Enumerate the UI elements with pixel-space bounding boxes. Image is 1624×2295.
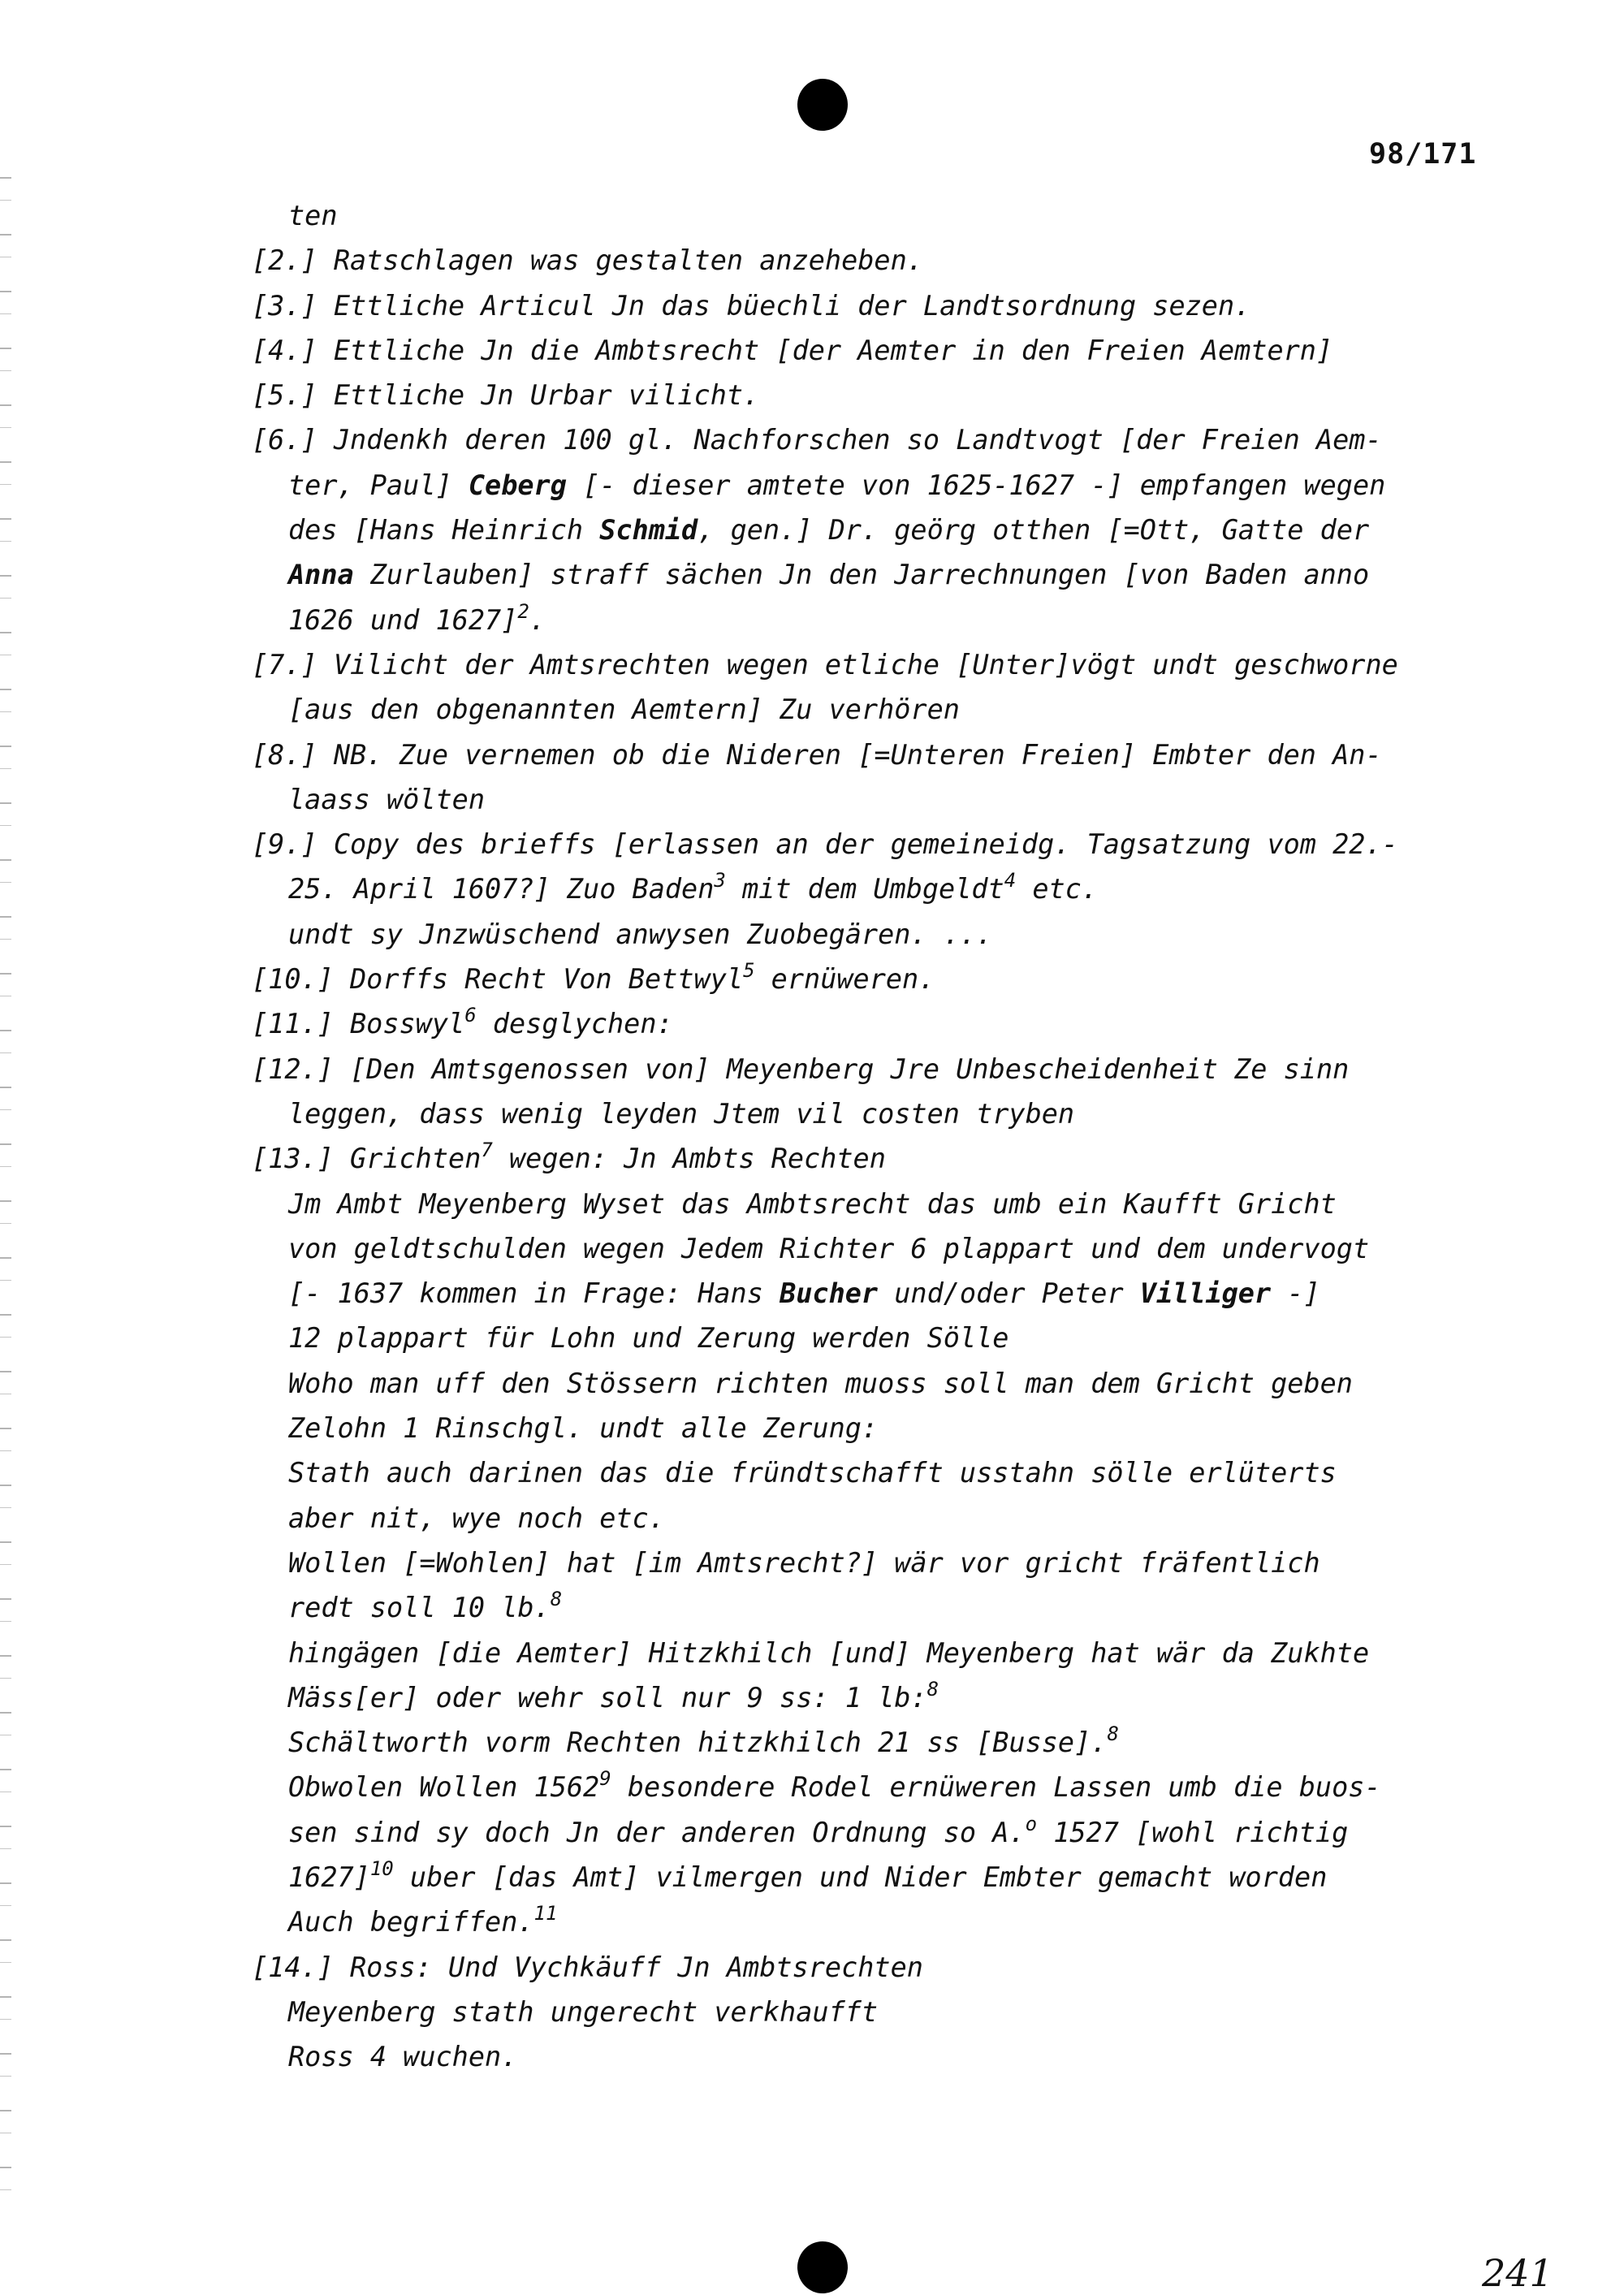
footnote-ref: 8 xyxy=(926,1677,939,1701)
footnote-ref: 11 xyxy=(533,1902,558,1925)
list-item-3: [3.] Ettliche Articul Jn das büechli der Landtsordnung sezen. xyxy=(252,289,1251,322)
footnote-ref: 9 xyxy=(599,1767,611,1791)
list-item-4: [4.] Ettliche Jn die Ambtsrecht [der Aemter in den Freien Aemtern] xyxy=(252,334,1333,366)
footnote-ref: 7 xyxy=(481,1139,493,1162)
footnote-ref: 4 xyxy=(1004,869,1017,892)
text-line: Wollen [=Wohlen] hat [im Amtsrecht?] wär vor gricht fräfentlich xyxy=(288,1546,1320,1579)
text-line: Zelohn 1 Rinschgl. undt alle Zerung: xyxy=(288,1412,879,1445)
scan-edge-marks xyxy=(0,162,11,2193)
list-item-14: [14.] Ross: Und Vychkäuff Jn Ambtsrechten xyxy=(252,1951,923,1983)
text-line: aber nit, wye noch etc. xyxy=(288,1502,665,1534)
list-item-11: [11.] Bosswyl$^6$ desglychen: xyxy=(252,1004,673,1040)
text-line: ten xyxy=(288,200,338,231)
name-schmid: Schmid xyxy=(599,514,698,547)
page-number: 98/171 xyxy=(1369,138,1477,171)
text-line: Jm Ambt Meyenberg Wyset das Ambtsrecht das umb ein Kaufft Gricht xyxy=(288,1187,1337,1220)
text-line: Mäss[er] oder wehr soll nur 9 ss: 1 lb:$^8$ xyxy=(288,1677,939,1714)
text-line: leggen, dass wenig leyden Jtem vil costen tryben xyxy=(288,1097,1075,1130)
name-bucher: Bucher xyxy=(780,1277,879,1310)
footnote-ref: 8 xyxy=(1107,1722,1119,1746)
footnote-ref: 2 xyxy=(517,599,529,623)
list-item-10: [10.] Dorffs Recht Von Bettwyl$^5$ ernüweren. xyxy=(252,959,935,996)
footnote-ref: 6 xyxy=(464,1004,477,1027)
name-villiger: Villiger xyxy=(1139,1277,1272,1310)
list-item-8: [8.] NB. Zue vernemen ob die Nideren [=Unteren Freien] Embter den An- xyxy=(252,738,1382,771)
text-line: Schältworth vorm Rechten hitzkhilch 21 ss [Busse].$^8$ xyxy=(288,1722,1119,1759)
text-line: Auch begriffen.$^{11}$ xyxy=(288,1902,558,1938)
text-line: undt sy Jnzwüschend anwysen Zuobegären. ... xyxy=(288,918,993,950)
list-item-7: [7.] Vilicht der Amtsrechten wegen etliche [Unter]vögt undt geschworne xyxy=(252,648,1398,681)
punch-hole-top xyxy=(797,79,848,131)
text-line: Stath auch darinen das die fründtschafft usstahn sölle erlüterts xyxy=(288,1457,1337,1489)
text-line: Obwolen Wollen 1562$^9$ besondere Rodel ernüweren Lassen umb die buos- xyxy=(288,1767,1381,1804)
name-ceberg: Ceberg xyxy=(468,469,567,501)
text-line: ter, Paul] Ceberg [- dieser amtete von 1625-1627 -] empfangen wegen xyxy=(288,469,1386,501)
list-item-12: [12.] [Den Amtsgenossen von] Meyenberg Jre Unbescheidenheit Ze sinn xyxy=(252,1052,1350,1085)
text-line: 25. April 1607?] Zuo Baden$^3$ mit dem Umbgeldt$^4$ etc. xyxy=(288,869,1099,905)
ordinal-superscript: o xyxy=(1025,1812,1038,1835)
text-line: laass wölten xyxy=(288,783,486,815)
text-line: [aus den obgenannten Aemtern] Zu verhören xyxy=(288,694,960,726)
list-item-6: [6.] Jndenkh deren 100 gl. Nachforschen so Landtvogt [der Freien Aem- xyxy=(252,424,1382,456)
document-body xyxy=(252,193,1494,2079)
footnote-ref: 5 xyxy=(743,959,755,983)
name-anna: Anna xyxy=(288,559,354,591)
list-item-13: [13.] Grichten$^7$ wegen: Jn Ambts Rechten xyxy=(252,1139,886,1175)
text-line: 12 plappart für Lohn und Zerung werden Sölle xyxy=(288,1322,1009,1355)
list-item-5: [5.] Ettliche Jn Urbar vilicht. xyxy=(252,379,760,412)
archive-page-number: 241 xyxy=(1482,2251,1553,2295)
text-line: 1627]$^{10}$ uber [das Amt] vilmergen und Nider Embter gemacht worden xyxy=(288,1856,1328,1893)
text-line: des [Hans Heinrich Schmid, gen.] Dr. geörg otthen [=Ott, Gatte der xyxy=(288,514,1370,547)
text-line: Meyenberg stath ungerecht verkhaufft xyxy=(288,1995,879,2028)
footnote-ref: 3 xyxy=(714,869,726,892)
list-item-2: [2.] Ratschlagen was gestalten anzeheben. xyxy=(252,244,923,277)
text-line: [- 1637 kommen in Frage: Hans Bucher und/oder Peter Villiger -] xyxy=(288,1277,1320,1310)
text-line: Woho man uff den Stössern richten muoss soll man dem Gricht geben xyxy=(288,1367,1353,1399)
text-line: redt soll 10 lb.$^8$ xyxy=(288,1588,563,1624)
footnote-ref: 8 xyxy=(550,1588,563,1611)
text-line: 1626 und 1627]$^2$. xyxy=(288,599,546,636)
footnote-ref: 10 xyxy=(369,1856,394,1880)
text-line: Anna Zurlauben] straff sächen Jn den Jarrechnungen [von Baden anno xyxy=(288,559,1370,591)
text-line: Ross 4 wuchen. xyxy=(288,2041,518,2073)
text-line: hingägen [die Aemter] Hitzkhilch [und] Meyenberg hat wär da Zukhte xyxy=(288,1636,1370,1669)
list-item-9: [9.] Copy des brieffs [erlassen an der gemeineidg. Tagsatzung vom 22.- xyxy=(252,828,1398,861)
punch-hole-bottom xyxy=(797,2241,848,2293)
text-line: von geldtschulden wegen Jedem Richter 6 plappart und dem undervogt xyxy=(288,1232,1370,1264)
text-line: sen sind sy doch Jn der anderen Ordnung so A.$^o$ 1527 [wohl richtig xyxy=(288,1812,1349,1848)
